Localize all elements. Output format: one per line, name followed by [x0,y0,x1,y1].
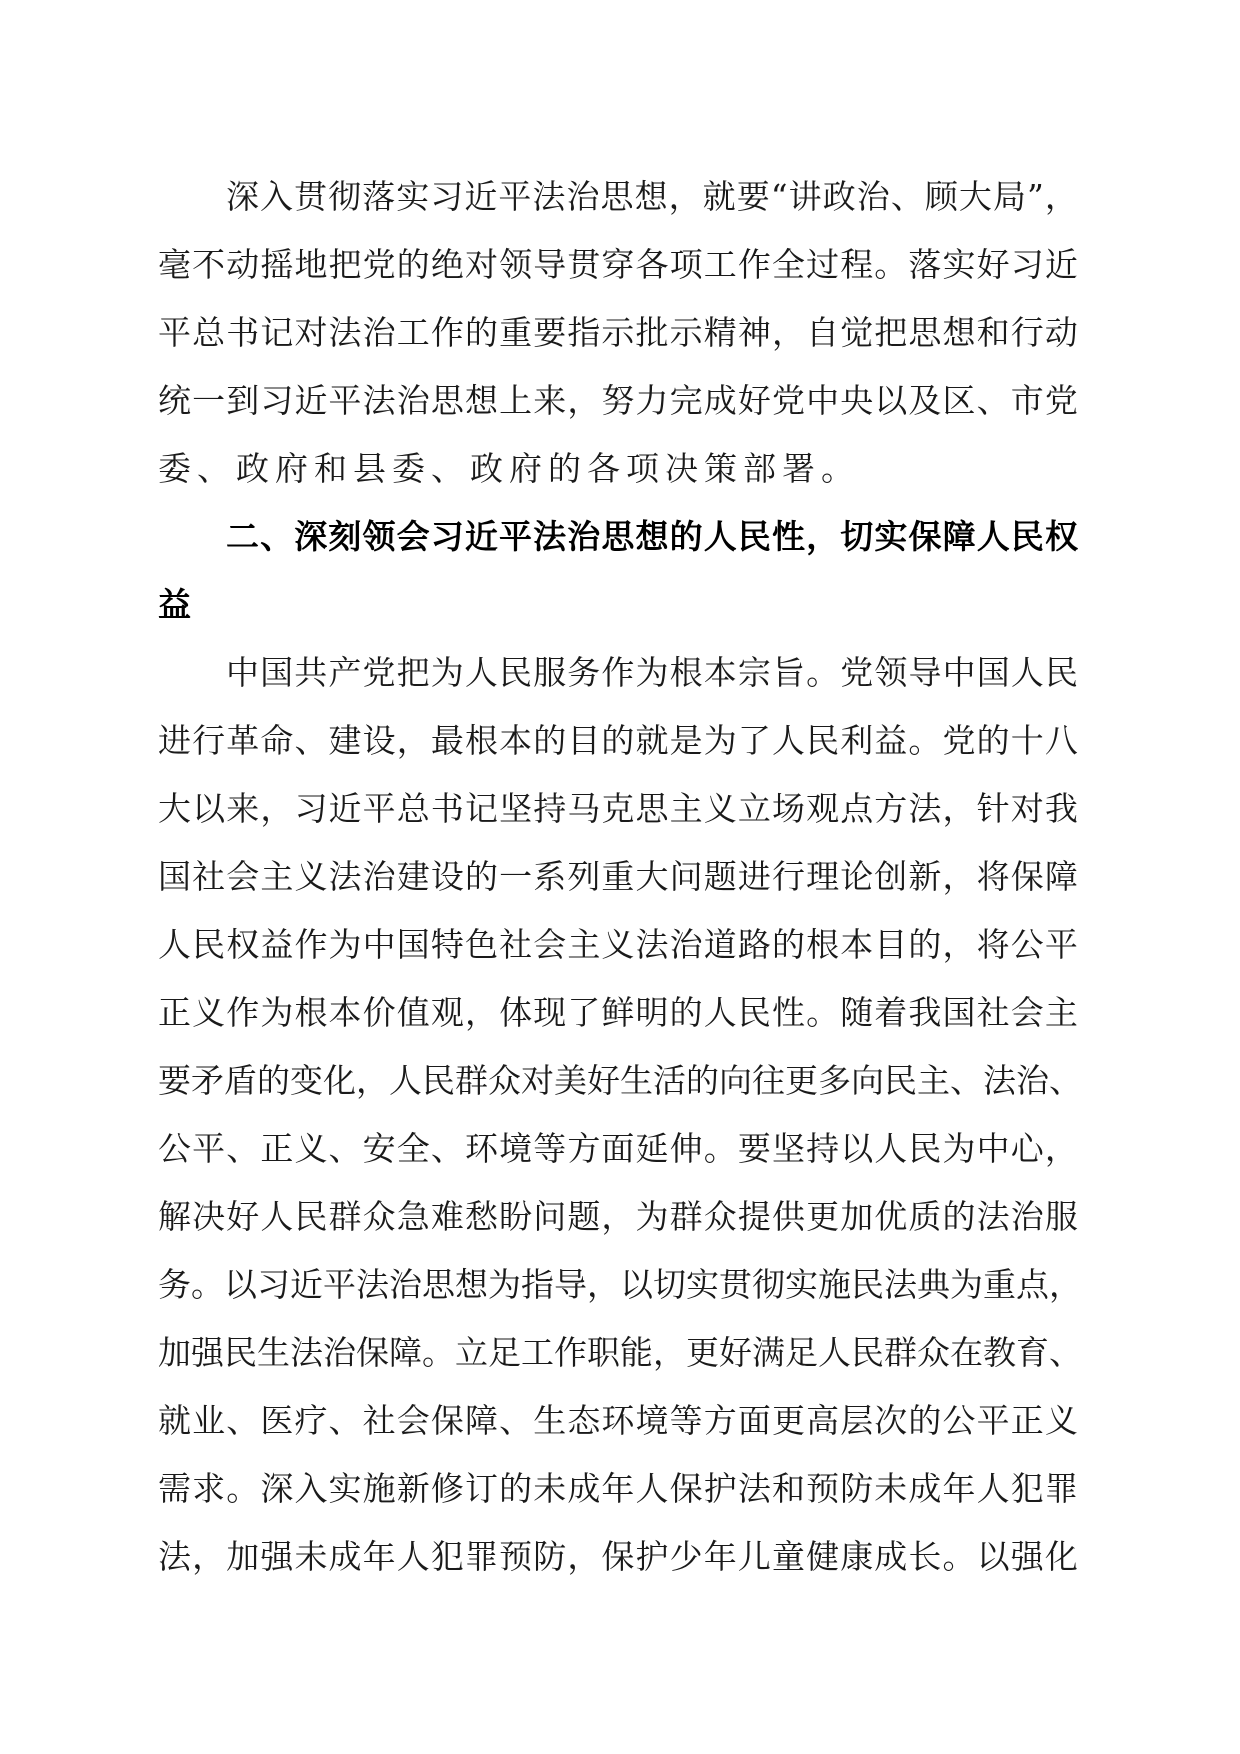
paragraph-2-line-1: 中 国 共 产 党 把 为 人 民 服 务 作 为 根 本 宗 旨 。 党 领 导 中 国 人 民 [226,653,1078,692]
paragraph-2-line-8: 公 平 、 正 义 、 安 全 、 环 境 等 方 面 延 伸 。 要 坚 持 以 人 民 为 中 心 ， [158,1129,1078,1168]
paragraph-1-line-4: 统 一 到 习 近 平 法 治 思 想 上 来 ， 努 力 完 成 好 党 中 央 以 及 区 、 市 党 [158,381,1078,420]
paragraph-2-line-14: 法 ， 加 强 未 成 年 人 犯 罪 预 防 ， 保 护 少 年 儿 童 健 康 成 长 。 以 强 化 [158,1537,1078,1576]
paragraph-2-line-5: 人 民 权 益 作 为 中 国 特 色 社 会 主 义 法 治 道 路 的 根 本 目 的 ， 将 公 平 [158,925,1078,964]
paragraph-2-line-13: 需 求 。 深 入 实 施 新 修 订 的 未 成 年 人 保 护 法 和 预 防 未 成 年 人 犯 罪 [158,1469,1078,1508]
paragraph-2-line-2: 进 行 革 命 、 建 设 ， 最 根 本 的 目 的 就 是 为 了 人 民 利 益 。 党 的 十 八 [158,721,1078,760]
section-heading-line-2: 益 [158,585,197,624]
paragraph-1-line-2: 毫 不 动 摇 地 把 党 的 绝 对 领 导 贯 穿 各 项 工 作 全 过 程 。 落 实 好 习 近 [158,245,1078,284]
paragraph-2-line-11: 加 强 民 生 法 治 保 障 。 立 足 工 作 职 能 ， 更 好 满 足 人 民 群 众 在 教 育 、 [158,1333,1082,1372]
paragraph-2-line-6: 正 义 作 为 根 本 价 值 观 ， 体 现 了 鲜 明 的 人 民 性 。 随 着 我 国 社 会 主 [158,993,1078,1032]
paragraph-2-line-7: 要 矛 盾 的 变 化 ， 人 民 群 众 对 美 好 生 活 的 向 往 更 多 向 民 主 、 法 治 、 [158,1061,1082,1100]
paragraph-2-line-3: 大 以 来 ， 习 近 平 总 书 记 坚 持 马 克 思 主 义 立 场 观 点 方 法 ， 针 对 我 [158,789,1078,828]
paragraph-2-line-12: 就 业 、 医 疗 、 社 会 保 障 、 生 态 环 境 等 方 面 更 高 层 次 的 公 平 正 义 [158,1401,1078,1440]
paragraph-2-line-9: 解 决 好 人 民 群 众 急 难 愁 盼 问 题 ， 为 群 众 提 供 更 加 优 质 的 法 治 服 [158,1197,1078,1236]
paragraph-1-line-3: 平 总 书 记 对 法 治 工 作 的 重 要 指 示 批 示 精 神 ， 自 觉 把 思 想 和 行 动 [158,313,1078,352]
paragraph-1-line-1: 深 入 贯 彻 落 实 习 近 平 法 治 思 想 ， 就 要 “ 讲 政 治 、 顾 大 局 ” ， [226,177,1078,216]
paragraph-2-line-10: 务 。 以 习 近 平 法 治 思 想 为 指 导 ， 以 切 实 贯 彻 实 施 民 法 典 为 重 点 ， [158,1265,1082,1304]
section-heading-line-1: 二 、 深 刻 领 会 习 近 平 法 治 思 想 的 人 民 性 ， 切 实 保 障 人 民 权 [226,517,1078,556]
paragraph-1-line-5: 委、政府和县委、政府的各项决策部署。 [158,449,860,488]
paragraph-2-line-4: 国 社 会 主 义 法 治 建 设 的 一 系 列 重 大 问 题 进 行 理 论 创 新 ， 将 保 障 [158,857,1078,896]
